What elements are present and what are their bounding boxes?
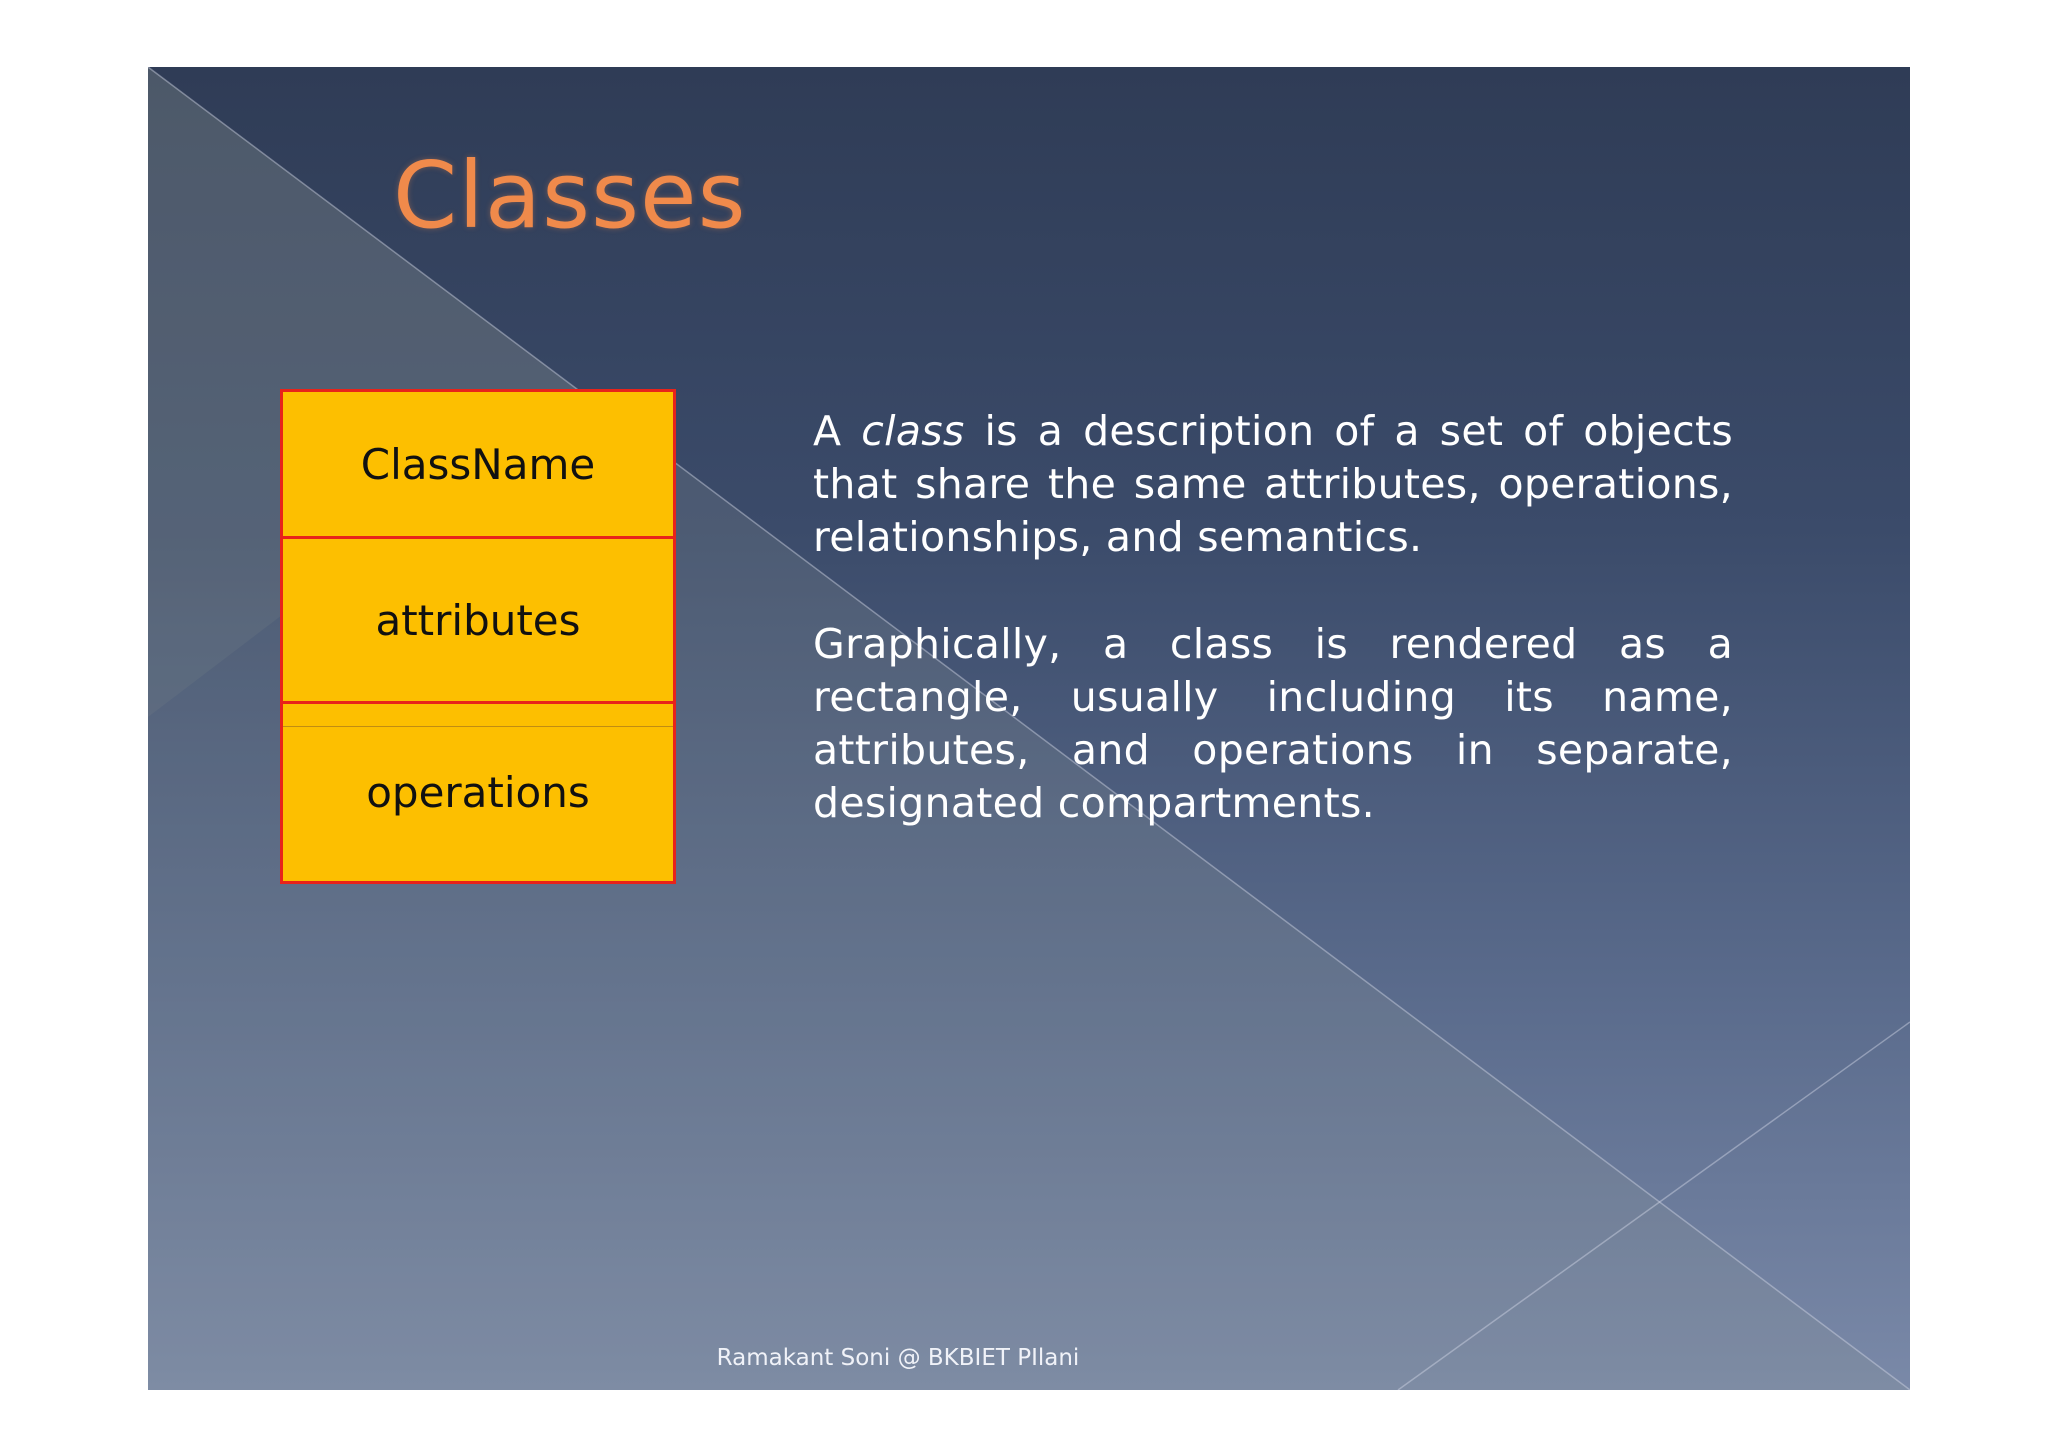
- description-paragraph-1: [813, 405, 1733, 564]
- operations-label: operations: [366, 768, 590, 817]
- operations-compartment: [283, 704, 673, 881]
- description-emphasis: class: [861, 407, 965, 455]
- class-name-compartment: [283, 392, 673, 539]
- uml-class-box: [280, 389, 676, 884]
- class-name-label: ClassName: [360, 439, 596, 489]
- slide-title: Classes: [393, 142, 747, 249]
- description-text: A: [813, 407, 862, 455]
- description-paragraph-2: Graphically, a class is rendered as a rectangle, usually including its name, attributes, and operations in separate, designated compartments.: [813, 620, 1733, 827]
- slide: [148, 67, 1910, 1390]
- description: [813, 405, 1733, 830]
- attributes-label: attributes: [375, 595, 581, 645]
- attributes-compartment: [283, 539, 673, 704]
- description-text: is a description of a set of objects that share the same attributes, operations, relationships, and semantics.: [813, 407, 1733, 561]
- slide-footer: Ramakant Soni @ BKBIET PIlani: [716, 1345, 1080, 1371]
